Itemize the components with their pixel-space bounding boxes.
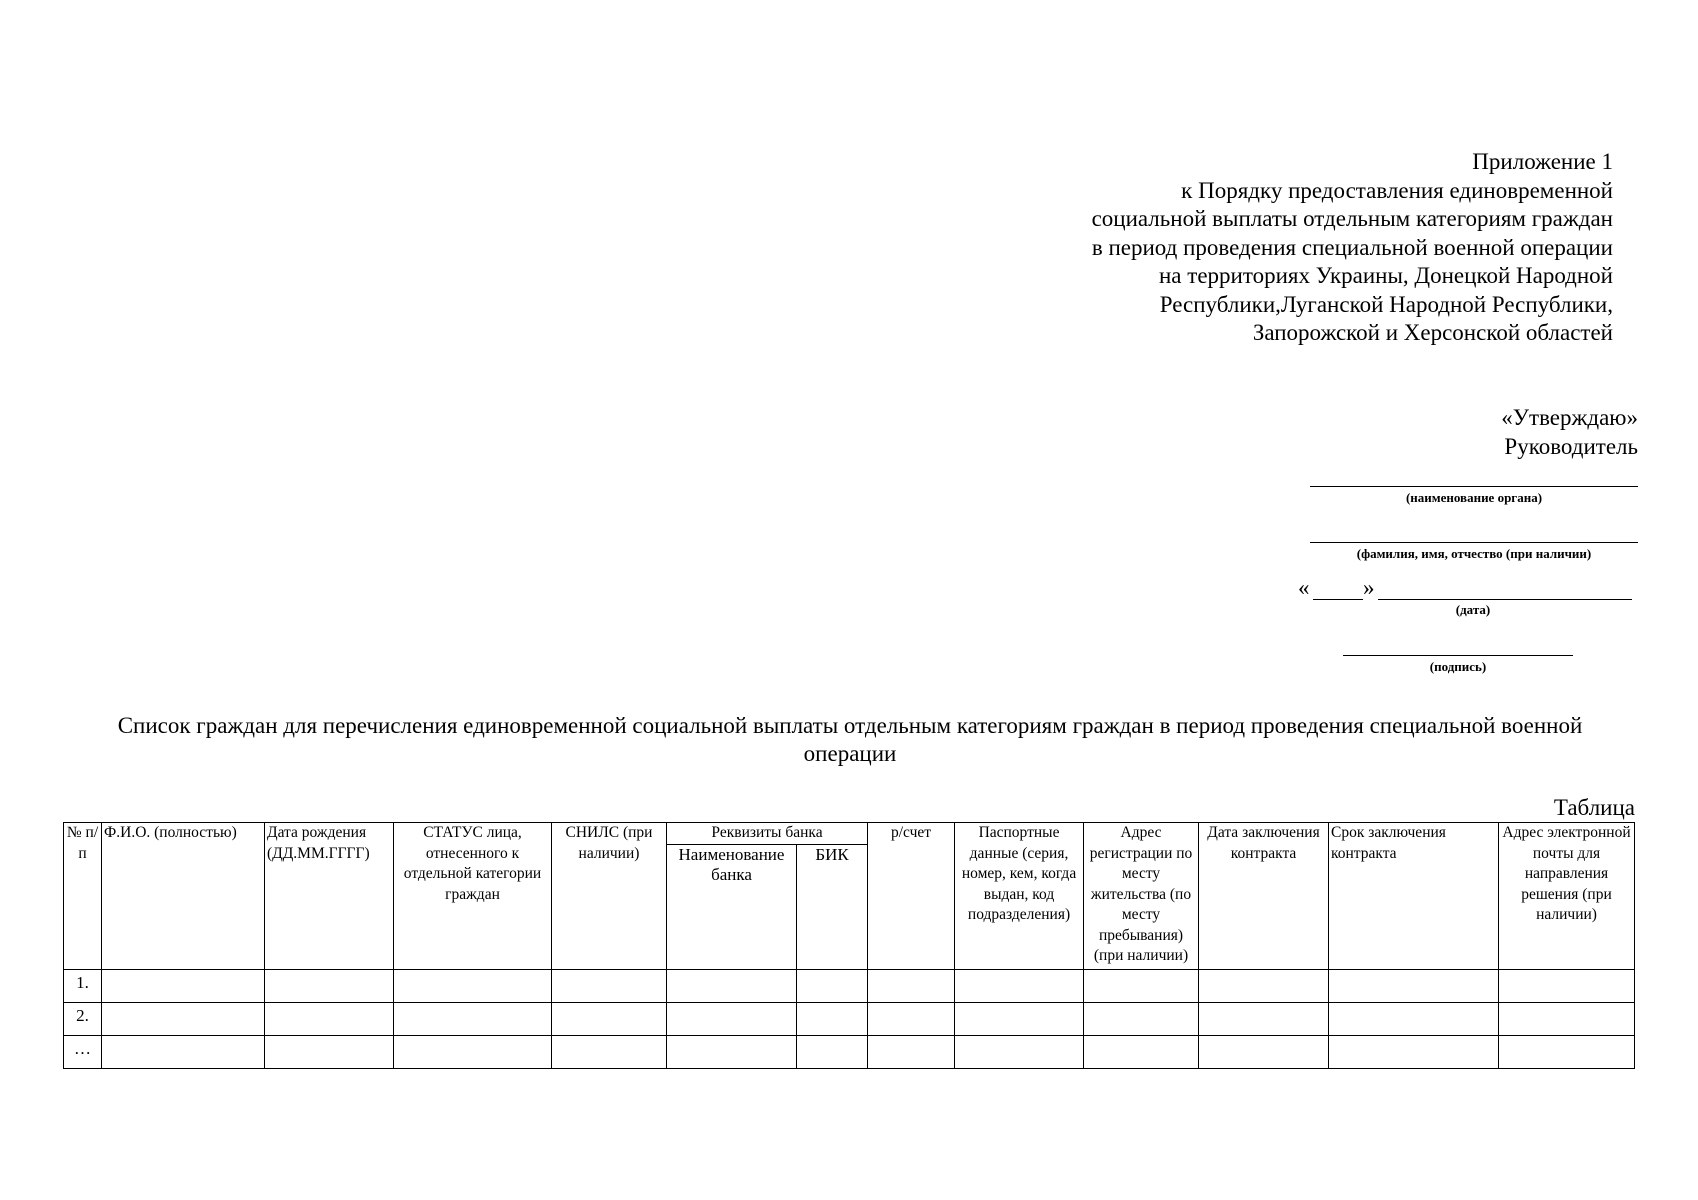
cell-birth-date[interactable] bbox=[265, 1002, 394, 1035]
cell-snils[interactable] bbox=[552, 1002, 667, 1035]
table-row bbox=[64, 969, 1635, 1002]
cell-fio[interactable] bbox=[102, 1002, 265, 1035]
cell-account[interactable] bbox=[868, 1035, 955, 1068]
appendix-line: к Порядку предоставления единовременной bbox=[1181, 177, 1613, 203]
appendix-line: на территориях Украины, Донецкой Народной bbox=[1159, 263, 1613, 288]
header-bik: БИК bbox=[797, 844, 868, 969]
cell-birth-date[interactable] bbox=[265, 1035, 394, 1068]
cell-account[interactable] bbox=[868, 1002, 955, 1035]
list-title-line: операции bbox=[803, 741, 897, 766]
row-number: 1. bbox=[64, 969, 102, 1002]
cell-address[interactable] bbox=[1084, 969, 1199, 1002]
cell-account[interactable] bbox=[868, 969, 955, 1002]
appendix-line: Запорожской и Херсонской областей bbox=[1252, 320, 1613, 345]
cell-fio[interactable] bbox=[102, 1035, 265, 1068]
cell-email[interactable] bbox=[1499, 969, 1635, 1002]
cell-contract-date[interactable] bbox=[1199, 969, 1329, 1002]
header-fio: Ф.И.О. (полностью) bbox=[102, 823, 265, 970]
header-account: р/счет bbox=[868, 823, 955, 970]
appendix-line: социальной выплаты отдельным категориям граждан bbox=[1091, 206, 1613, 231]
approve-label: «Утверждаю» bbox=[1501, 405, 1638, 430]
date-caption: (дата) bbox=[1455, 602, 1491, 617]
header-passport: Паспортные данные (серия, номер, кем, когда выдан, код подразделения) bbox=[955, 823, 1084, 970]
cell-address[interactable] bbox=[1084, 1035, 1199, 1068]
cell-bank-name[interactable] bbox=[667, 969, 797, 1002]
cell-birth-date[interactable] bbox=[265, 969, 394, 1002]
table-label: Таблица bbox=[1553, 795, 1635, 820]
cell-contract-term[interactable] bbox=[1329, 969, 1499, 1002]
cell-bank-name[interactable] bbox=[667, 1002, 797, 1035]
cell-bik[interactable] bbox=[797, 969, 868, 1002]
cell-status[interactable] bbox=[394, 969, 552, 1002]
table-row bbox=[64, 1035, 1635, 1068]
date-day-line bbox=[1313, 599, 1363, 600]
appendix-line: Приложение 1 bbox=[1472, 149, 1613, 174]
appendix-line: Республики,Луганской Народной Республики, bbox=[1159, 291, 1613, 317]
header-status: СТАТУС лица, отнесенного к отдельной категории граждан bbox=[394, 823, 552, 970]
org-caption: (наименование органа) bbox=[1405, 490, 1543, 505]
header-email: Адрес электронной почты для направления решения (при наличии) bbox=[1499, 823, 1635, 970]
cell-passport[interactable] bbox=[955, 1002, 1084, 1035]
cell-status[interactable] bbox=[394, 1035, 552, 1068]
cell-snils[interactable] bbox=[552, 1035, 667, 1068]
cell-contract-term[interactable] bbox=[1329, 1002, 1499, 1035]
table-row bbox=[64, 1002, 1635, 1035]
head-label: Руководитель bbox=[1504, 433, 1638, 459]
cell-bik[interactable] bbox=[797, 1035, 868, 1068]
citizens-table bbox=[63, 822, 1635, 1069]
date-line bbox=[1378, 599, 1632, 600]
header-address: Адрес регистрации по месту жительства (по месту пребывания) (при наличии) bbox=[1084, 823, 1199, 970]
name-caption: (фамилия, имя, отчество (при наличии) bbox=[1356, 546, 1592, 561]
cell-bik[interactable] bbox=[797, 1002, 868, 1035]
cell-contract-term[interactable] bbox=[1329, 1035, 1499, 1068]
cell-email[interactable] bbox=[1499, 1002, 1635, 1035]
cell-email[interactable] bbox=[1499, 1035, 1635, 1068]
cell-bank-name[interactable] bbox=[667, 1035, 797, 1068]
header-contract-date: Дата заключения контракта bbox=[1199, 823, 1329, 970]
row-number: 2. bbox=[64, 1002, 102, 1035]
list-title bbox=[70, 712, 1630, 768]
header-birth-date: Дата рождения (ДД.ММ.ГГГГ) bbox=[265, 823, 394, 970]
cell-contract-date[interactable] bbox=[1199, 1035, 1329, 1068]
header-num: № п/п bbox=[64, 823, 102, 970]
cell-address[interactable] bbox=[1084, 1002, 1199, 1035]
signature-caption: (подпись) bbox=[1429, 659, 1487, 674]
cell-passport[interactable] bbox=[955, 1035, 1084, 1068]
cell-status[interactable] bbox=[394, 1002, 552, 1035]
row-number: … bbox=[64, 1035, 102, 1068]
header-bank-name: Наименование банка bbox=[667, 844, 797, 969]
cell-passport[interactable] bbox=[955, 969, 1084, 1002]
name-line bbox=[1310, 542, 1638, 543]
header-snils: СНИЛС (при наличии) bbox=[552, 823, 667, 970]
org-line bbox=[1310, 486, 1638, 487]
date-quote-open: « bbox=[1298, 575, 1310, 600]
header-contract-term: Срок заключения контракта bbox=[1329, 823, 1499, 970]
date-quote-close: » bbox=[1363, 575, 1375, 600]
appendix-header bbox=[993, 148, 1613, 348]
list-title-line: Список граждан для перечисления единовременной социальной выплаты отдельным категориям граждан в период проведения специальной военной bbox=[117, 713, 1583, 738]
header-bank-details: Реквизиты банка bbox=[667, 823, 868, 845]
cell-contract-date[interactable] bbox=[1199, 1002, 1329, 1035]
appendix-line: в период проведения специальной военной операции bbox=[1091, 234, 1613, 260]
signature-line bbox=[1343, 655, 1573, 656]
approval-block bbox=[1238, 404, 1638, 461]
cell-snils[interactable] bbox=[552, 969, 667, 1002]
cell-fio[interactable] bbox=[102, 969, 265, 1002]
